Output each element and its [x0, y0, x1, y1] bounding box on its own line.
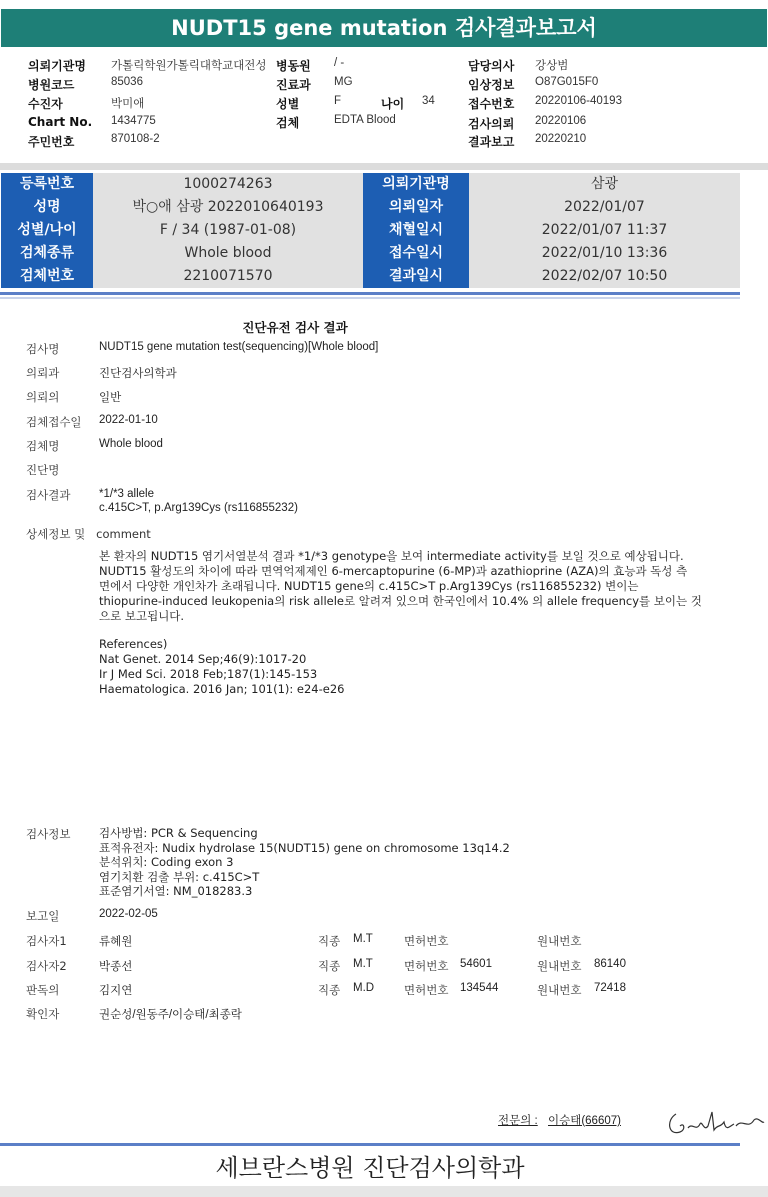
report-value: 20220210 [535, 133, 587, 145]
sex-value: F [334, 95, 342, 107]
inst-value: 삼광 [469, 173, 740, 196]
method-line: 분석위치: Coding exon 3 [99, 855, 234, 869]
request-label: 검사의뢰 [468, 117, 515, 131]
staff-name: 김지연 [99, 985, 133, 997]
idno-label: 주민번호 [28, 135, 75, 149]
ward-label: 병동원 [276, 59, 311, 73]
report-title: NUDT15 gene mutation 검사결과보고서 [1, 9, 767, 47]
recv-date-label: 검체접수일 [26, 415, 82, 429]
report-date-label: 보고일 [26, 909, 60, 923]
clinical-value: O87G015F0 [535, 76, 599, 88]
comment-line: 본 환자의 NUDT15 염기서열분석 결과 *1/*3 genotype을 보여 intermediate activity를 보일 것으로 예상됩니다. [99, 549, 684, 563]
light-divider [0, 297, 740, 299]
sexage-label: 성별/나이 [1, 219, 93, 242]
spec-name-label: 검체명 [26, 439, 60, 453]
age-label: 나이 [381, 97, 405, 111]
section-title: 진단유전 검사 결과 [242, 320, 348, 335]
footer-divider [0, 1143, 740, 1146]
collect-label: 채혈일시 [363, 219, 469, 242]
req-dept-value: 진단검사의학과 [99, 368, 177, 380]
staff-job-label: 직종 [318, 934, 341, 948]
ward-value: / - [334, 57, 345, 69]
top-divider [0, 163, 768, 170]
staff-emp-label: 원내번호 [537, 934, 582, 948]
detail-label-en: comment [96, 527, 151, 541]
comment-line: 으로 보고됩니다. [99, 609, 185, 623]
result-label: 결과일시 [363, 265, 469, 288]
footer-institution: 세브란스병원 진단검사의학과 [215, 1154, 525, 1182]
req-doctor-label: 의뢰의 [26, 390, 60, 404]
sex-label: 성별 [276, 97, 300, 111]
references-block [99, 637, 345, 697]
signature-icon [662, 1102, 766, 1142]
name-value: 박○애 삼광 2022010640193 [93, 196, 363, 219]
detail-label-ko: 상세정보 및 [26, 527, 86, 541]
staff-license: 54601 [460, 958, 492, 970]
reqdate-value: 2022/01/07 [469, 196, 740, 219]
method-line: 표준염기서열: NM_018283.3 [99, 884, 253, 898]
method-block [99, 826, 510, 899]
confirm-label: 확인자 [26, 1007, 60, 1021]
doctor-value: 강상범 [535, 60, 569, 72]
recv-date-value: 2022-01-10 [99, 414, 158, 426]
staff-role: 판독의 [26, 983, 60, 997]
staff-name: 류혜원 [99, 936, 133, 948]
clinical-label: 임상정보 [468, 78, 515, 92]
detail-label [26, 526, 151, 542]
staff-job-label: 직종 [318, 983, 341, 997]
hospcode-label: 병원코드 [28, 78, 75, 92]
reqdate-label: 의뢰일자 [363, 196, 469, 219]
req-dept-label: 의뢰과 [26, 366, 60, 380]
specialist-value: 이승태(66607) [548, 1115, 621, 1127]
inst-label: 의뢰기관명 [363, 173, 469, 196]
hospital-value: 가톨릭학원가톨릭대학교대전성 [111, 60, 267, 72]
result-line-2: c.415C>T, p.Arg139Cys (rs116855232) [99, 502, 298, 514]
confirm-value: 권순성/원동주/이승태/최종락 [99, 1009, 242, 1021]
collect-value: 2022/01/07 11:37 [469, 219, 740, 242]
method-label: 검사정보 [26, 827, 71, 841]
report-label: 결과보고 [468, 135, 515, 149]
staff-emp-label: 원내번호 [537, 983, 582, 997]
method-line: 표적유전자: Nudix hydrolase 15(NUDT15) gene on chromosome 13q14.2 [99, 840, 510, 855]
sexage-value: F / 34 (1987-01-08) [93, 219, 363, 242]
chart-label: Chart No. [28, 115, 93, 129]
test-label: 검사명 [26, 342, 60, 356]
hospcode-value: 85036 [111, 76, 143, 88]
recv-label: 접수일시 [363, 242, 469, 265]
staff-emp-label: 원내번호 [537, 959, 582, 973]
method-line: 검사방법: PCR & Sequencing [99, 826, 258, 840]
report-date-value: 2022-02-05 [99, 908, 158, 920]
specno-value: 2210071570 [93, 265, 363, 288]
method-line: 염기치환 검출 부위: c.415C>T [99, 869, 260, 884]
staff-license-label: 면허번호 [404, 934, 449, 948]
bottom-bar [0, 1186, 768, 1197]
dept-value: MG [334, 76, 353, 88]
patient-label: 수진자 [28, 97, 63, 111]
receipt-label: 접수번호 [468, 97, 515, 111]
specno-label: 검체번호 [1, 265, 93, 288]
type-value: Whole blood [93, 242, 363, 265]
recv-value: 2022/01/10 13:36 [469, 242, 740, 265]
test-result-label: 검사결과 [26, 488, 71, 502]
spec-name-value: Whole blood [99, 438, 163, 450]
staff-license-label: 면허번호 [404, 983, 449, 997]
test-value: NUDT15 gene mutation test(sequencing)[Whole blood] [99, 341, 379, 353]
receipt-value: 20220106-40193 [535, 95, 622, 107]
name-label: 성명 [1, 196, 93, 219]
staff-job: M.D [353, 982, 375, 994]
chart-value: 1434775 [111, 115, 156, 127]
specimen-label: 검체 [276, 116, 300, 130]
staff-job-label: 직종 [318, 959, 341, 973]
staff-role: 검사자1 [26, 934, 67, 948]
reference-item: Nat Genet. 2014 Sep;46(9):1017-20 [99, 652, 307, 666]
comment-block [99, 549, 702, 624]
staff-emp: 86140 [594, 958, 626, 970]
age-value: 34 [422, 95, 435, 107]
blue-divider [0, 292, 740, 295]
reference-item: Ir J Med Sci. 2018 Feb;187(1):145-153 [99, 667, 318, 681]
diagnosis-label: 진단명 [26, 463, 60, 477]
req-doctor-value: 일반 [99, 392, 122, 404]
result-line-1: *1/*3 allele [99, 488, 154, 500]
request-value: 20220106 [535, 115, 587, 127]
reg-value: 1000274263 [93, 173, 363, 196]
reg-label: 등록번호 [1, 173, 93, 196]
specialist-label: 전문의 : [498, 1115, 538, 1127]
result-value: 2022/02/07 10:50 [469, 265, 740, 288]
staff-role: 검사자2 [26, 959, 67, 973]
staff-emp: 72418 [594, 982, 626, 994]
comment-line: 면에서 다양한 개인차가 초래됩니다. NUDT15 gene의 c.415C>T p.Arg139Cys (rs116855232) 변이는 [99, 579, 639, 593]
patient-value: 박미애 [111, 98, 145, 110]
doctor-label: 담당의사 [468, 59, 515, 73]
comment-line: thiopurine-induced leukopenia의 risk allele로 알려져 있으며 한국인에서 10.4% 의 allele frequency를 보이는 것 [99, 594, 702, 608]
type-label: 검체종류 [1, 242, 93, 265]
reference-item: Haematologica. 2016 Jan; 101(1): e24-e26 [99, 682, 345, 696]
staff-name: 박종선 [99, 961, 133, 973]
dept-label: 진료과 [276, 78, 311, 92]
references-title: References) [99, 637, 168, 651]
hospital-label: 의뢰기관명 [28, 59, 86, 73]
staff-job: M.T [353, 933, 373, 945]
specimen-value: EDTA Blood [334, 114, 396, 126]
staff-license-label: 면허번호 [404, 959, 449, 973]
staff-job: M.T [353, 958, 373, 970]
idno-value: 870108-2 [111, 133, 160, 145]
staff-license: 134544 [460, 982, 499, 994]
comment-line: NUDT15 활성도의 차이에 따라 면역억제제인 6-mercaptopurine (6-MP)과 azathioprine (AZA)의 효능과 독성 측 [99, 564, 688, 578]
